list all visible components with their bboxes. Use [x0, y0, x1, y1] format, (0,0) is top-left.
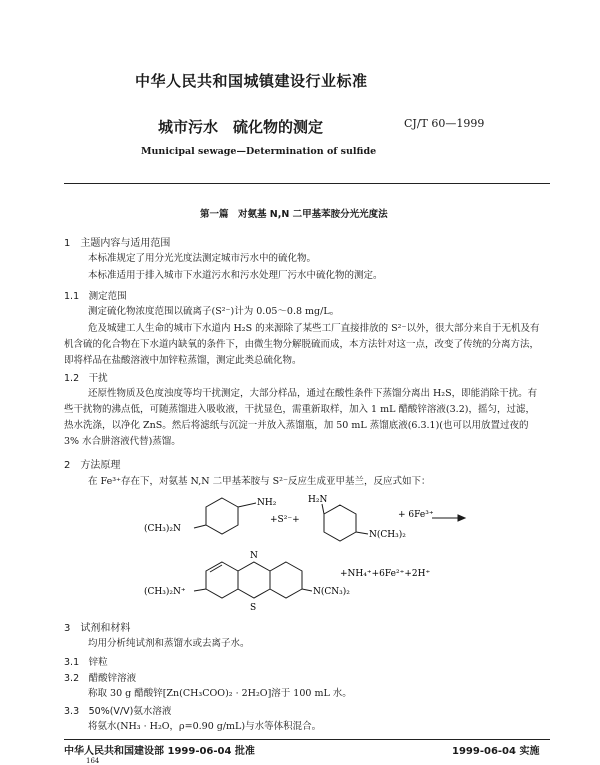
product-left-n-bond: [194, 589, 206, 591]
english-title: Municipal sewage—Determination of sulfide: [141, 146, 377, 157]
part-title: 第一篇 对氨基 N,N 二甲基苯胺分光光度法: [200, 209, 388, 220]
reagent-fe3: + 6Fe³⁺: [398, 510, 434, 520]
section-3-3-para: 将氨水(NH₃ · H₂O，ρ=0.90 g/mL)与水等体积混合。: [88, 721, 322, 732]
product-left-amine: (CH₃)₂N⁺: [144, 587, 186, 597]
implementation-line: 1999-06-04 实施: [452, 746, 540, 757]
section-3-2-heading: 3.2 醋酸锌溶液: [64, 673, 137, 684]
page-number: 164: [86, 757, 100, 765]
product-s-atom: S: [250, 603, 257, 613]
approval-line: 中华人民共和国建设部 1999-06-04 批准: [64, 746, 255, 757]
product-n-atom: N: [250, 551, 258, 561]
footer-divider: [64, 739, 550, 740]
standard-organization: 中华人民共和国城镇建设行业标准: [135, 72, 368, 90]
reaction-diagram: [140, 490, 500, 615]
section-1-para-2: 本标准适用于排入城市下水道污水和污水处理厂污水中硫化物的测定。: [88, 270, 383, 281]
product-left-ring: [206, 562, 238, 598]
standard-code: CJ/T 60—1999: [404, 117, 485, 130]
section-3-3-heading: 3.3 50%(V/V)氨水溶液: [64, 706, 172, 717]
reactant-plus-sulfide: +S²⁻+: [270, 515, 300, 525]
section-2-heading: 2 方法原理: [64, 460, 121, 471]
product-byproducts: +NH₄⁺+6Fe²⁺+2H⁺: [340, 569, 431, 579]
header-divider: [64, 183, 550, 184]
section-3-2-para: 称取 30 g 醋酸锌[Zn(CH₃COO)₂ · 2H₂O]溶于 100 mL 水。: [88, 688, 352, 699]
reactant-2-ring: [324, 505, 356, 541]
reactant-1-ring: [206, 498, 238, 534]
reactant-1-n-bond: [194, 525, 206, 528]
product-right-n-bond: [302, 589, 312, 591]
document-title: 城市污水 硫化物的测定: [158, 118, 324, 136]
reactant-2-amine: N(CH₃)₂: [369, 530, 406, 540]
section-1-para-1: 本标准规定了用分光光度法测定城市污水中的硫化物。: [88, 253, 317, 264]
reactant-1-nh2-bond: [238, 503, 256, 507]
reactant-1-nh2: NH₂: [257, 498, 277, 508]
reaction-arrow-head: [458, 515, 465, 521]
section-1-1-heading: 1.1 测定范围: [64, 291, 127, 302]
section-3-para: 均用分析纯试剂和蒸馏水或去离子水。: [88, 638, 250, 649]
reactant-1-amine: (CH₃)₂N: [144, 524, 181, 534]
reactant-2-h2n: H₂N: [308, 495, 328, 505]
reactant-2-n-bond: [356, 532, 368, 534]
section-1-heading: 1 主题内容与适用范围: [64, 238, 171, 249]
product-right-amine: N(CN₃)₂: [313, 587, 350, 597]
section-1-2-heading: 1.2 干扰: [64, 373, 108, 384]
section-1-1-para-1: 测定硫化物浓度范围以硫离子(S²⁻)计为 0.05～0.8 mg/L。: [88, 306, 340, 317]
section-1-1-para-2: 危及城建工人生命的城市下水道内 H₂S 的来源除了某些工厂直接排放的 S²⁻以外，很大部分来自于无机及有机含硫的化合物在下水道内缺氧的条件下，由微生物分解脱硫而成，本方法针对这一点，改变了传统的分离方法，即将样品在盐酸溶液中加锌粒蒸馏，测定此类总硫化物。: [64, 323, 540, 366]
reactant-2-h2n-bond: [322, 504, 324, 514]
section-2-para: 在 Fe³⁺存在下，对氨基 N,N 二甲基苯胺与 S²⁻反应生成亚甲基兰，反应式如下：: [88, 476, 431, 487]
section-3-1-heading: 3.1 锌粒: [64, 657, 108, 668]
product-right-ring: [270, 562, 302, 598]
product-center-ring: [238, 562, 270, 598]
section-3-heading: 3 试剂和材料: [64, 623, 131, 634]
section-1-2-para: 还原性物质及色度浊度等均干扰测定，大部分样品，通过在酸性条件下蒸馏分离出 H₂S，即能消除干扰。有些干扰物的沸点低，可随蒸馏进入吸收液，干扰显色，需重新取样，加入 1 mL 醋酸锌溶液(3.2)，摇匀，过滤，热水洗涤，以净化 ZnS。然后将滤纸与沉淀一并放入蒸馏瓶，加 50 mL 蒸馏底液(6.3.1)(也可以用放置过夜的 3% 水合肼溶液代替)蒸馏。: [64, 388, 538, 447]
product-double-bond: [210, 565, 222, 572]
